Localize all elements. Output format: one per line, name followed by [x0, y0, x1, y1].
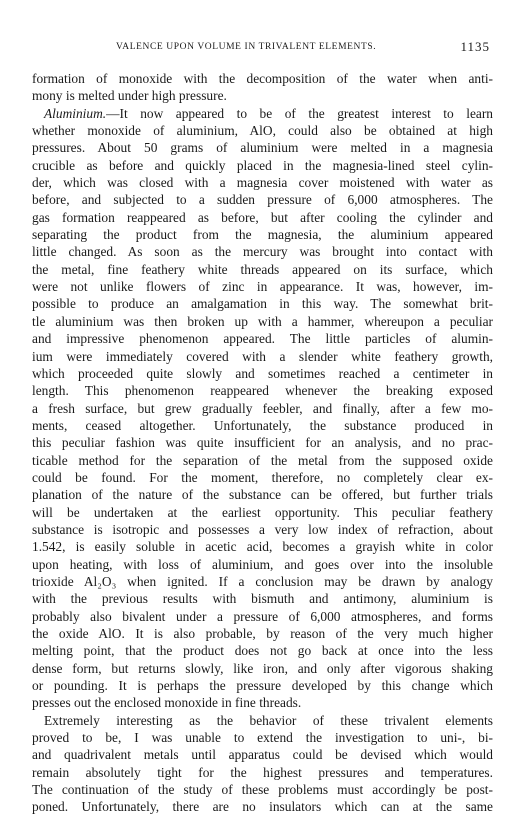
- text-line: substance is isotropic and possesses a very low index of refraction, about: [32, 521, 493, 537]
- text-line: the metal, fine feathery white threads appeared on its surface, which: [32, 261, 493, 277]
- text-line: could be found. For the moment, therefore, no completely clear ex-: [32, 469, 493, 485]
- running-title: VALENCE UPON VOLUME IN TRIVALENT ELEMENTS.: [116, 42, 377, 52]
- text-line: gas formation reappeared as before, but after cooling the cylinder and: [32, 209, 493, 225]
- text-line: with the previous results with bismuth and antimony, aluminium is: [32, 591, 493, 607]
- text-line: The continuation of the study of these problems must accordingly be post-: [32, 782, 493, 798]
- text-line: ticable method for the separation of the metal from the supposed oxide: [32, 452, 493, 468]
- text-line: mony is melted under high pressure.: [32, 88, 227, 104]
- text-line: dense form, but returns slowly, like iron, and only after vigorous shaking: [32, 660, 493, 676]
- text-line: possible to produce an amalgamation in this way. The somewhat brit-: [32, 296, 493, 312]
- text-line: pressures. About 50 grams of aluminium were melted in a magnesia: [32, 140, 493, 156]
- text-line: length. This phenomenon reappeared whenever the breaking exposed: [32, 383, 493, 399]
- text-line: poned. Unfortunately, there are no insulators which can at the same: [32, 799, 493, 815]
- text-line: a fresh surface, but grew gradually feebler, and finally, after a few mo-: [32, 400, 493, 416]
- text-line: the oxide AlO. It is also probable, by reason of the very much higher: [32, 626, 493, 641]
- text-line: which proceeded quite slowly and sometimes reached a centimeter in: [32, 365, 493, 381]
- text-line: will be undertaken at the earliest opportunity. This peculiar feathery: [32, 504, 493, 520]
- text-line: separating the product from the magnesia, the aluminium appeared: [32, 227, 493, 243]
- text-line: were not unlike flowers of zinc in appearance. It was, however, im-: [32, 279, 493, 295]
- text-line: and quadrivalent metals until apparatus could be devised which would: [32, 747, 493, 763]
- text-line: little changed. As soon as the mercury was brought into contact with: [32, 244, 493, 260]
- text-line: ium were immediately covered with a slender white feathery growth,: [32, 348, 493, 364]
- text-line: formation of monoxide with the decomposition of the water when anti-: [32, 71, 493, 86]
- text-line: presses out the enclosed monoxide in fine threads.: [32, 695, 302, 711]
- text-line: planation of the nature of the substance can be offered, but further trials: [32, 487, 493, 503]
- text-line: Aluminium.—It now appeared to be of the greatest interest to learn: [44, 105, 493, 121]
- text-line: whether monoxide of aluminium, AlO, could also be obtained at high: [32, 123, 493, 139]
- text-line: melting point, that the product does not go back at once into the less: [32, 643, 493, 659]
- text-line: probably also bivalent under a pressure of 6,000 atmospheres, and forms: [32, 608, 493, 624]
- text-line: Extremely interesting as the behavior of these trivalent elements: [44, 712, 493, 728]
- body-text: [32, 70, 493, 816]
- text-line: remain absolutely tight for the highest pressures and temperatures.: [32, 764, 493, 780]
- page-number: 1135: [460, 39, 490, 54]
- text-line: crucible as before and quickly placed in the magnesia-lined steel cylin-: [32, 157, 493, 173]
- text-line: and impressive phenomenon appeared. The little particles of alumin-: [32, 331, 493, 347]
- text-line: ments, ceased altogether. Unfortunately, the substance produced in: [32, 417, 493, 433]
- text-line: or pounding. It is perhaps the pressure developed by this change which: [32, 678, 493, 694]
- text-line: der, which was closed with a magnesia cover moistened with water as: [32, 175, 493, 191]
- text-line: tle aluminium was then broken up with a hammer, whereupon a peculiar: [32, 313, 493, 329]
- text-line: 1.542, is easily soluble in acetic acid, becomes a grayish white in color: [32, 539, 493, 555]
- section-run-in-heading: Aluminium.: [44, 105, 107, 121]
- text-line: upon heating, with loss of aluminium, and goes over into the insoluble: [32, 556, 493, 572]
- text-line: trioxide Al₂O₃ when ignited. If a conclusion may be drawn by analogy: [32, 573, 493, 589]
- text-line: this peculiar fashion was quite insufficient for an analysis, and no prac-: [32, 435, 493, 451]
- text-line: before, and subjected to a sudden pressure of 6,000 atmospheres. The: [32, 192, 493, 208]
- text-line: proved to be, I was unable to extend the investigation to uni-, bi-: [32, 730, 493, 746]
